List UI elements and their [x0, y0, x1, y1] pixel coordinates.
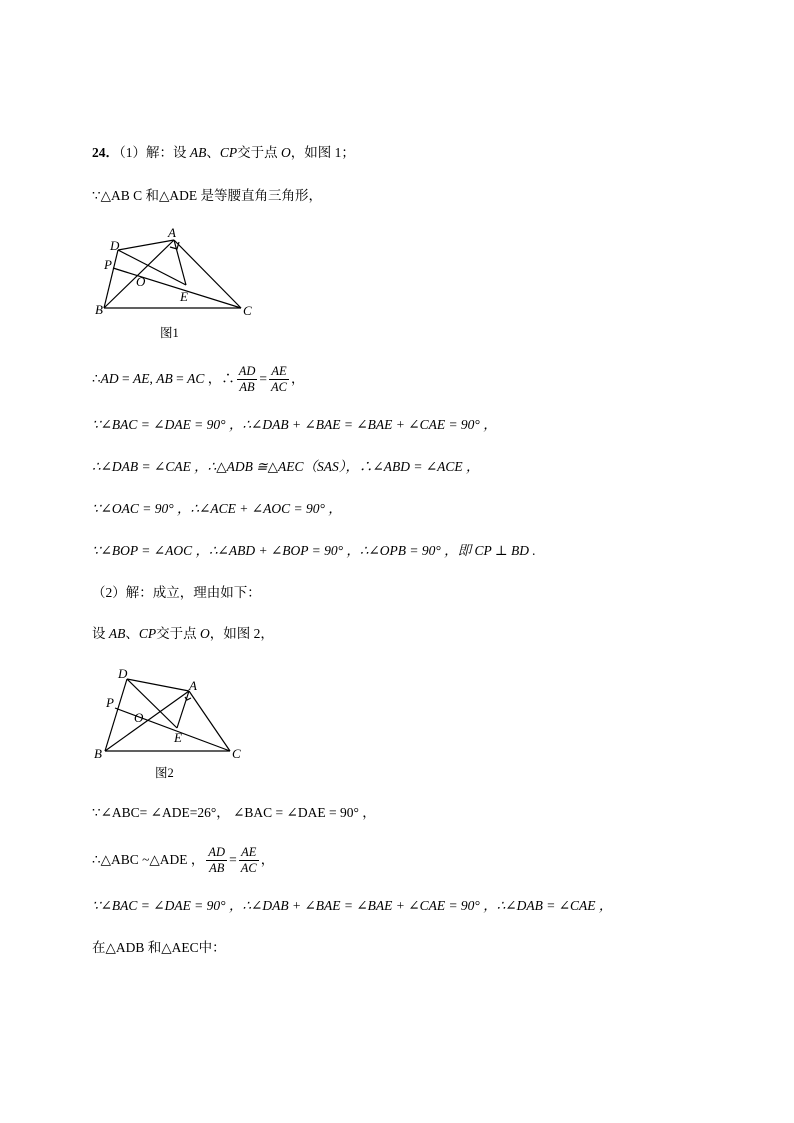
fig2-label-e: E — [174, 730, 182, 745]
intersect-text: 交于点 — [237, 145, 282, 160]
fig1-label-d: D — [110, 238, 120, 253]
term-ae: AE — [132, 371, 150, 386]
similar-text: ∴△ABC ~△ADE ， — [92, 852, 205, 867]
figure-ref: ，如图 1； — [290, 145, 355, 160]
fraction-numerator: AE — [269, 364, 289, 380]
statement-similar — [92, 845, 274, 876]
part2-intro: （2）解：成立，理由如下： — [92, 585, 261, 600]
fraction-numerator: AE — [239, 845, 259, 861]
segment-cp: CP — [219, 145, 238, 160]
term-ac: AC — [187, 371, 205, 386]
fraction-denominator: AB — [209, 861, 225, 876]
fig2-label-o: O — [134, 710, 144, 725]
figure-2 — [90, 664, 250, 759]
setup-text: 设 — [92, 626, 109, 641]
fig1-label-b: B — [95, 302, 103, 317]
statement-isosceles: ∵△AB C 和△ADE 是等腰直角三角形， — [92, 188, 322, 203]
fig1-label-p: P — [104, 257, 112, 272]
fraction-denominator: AC — [240, 861, 257, 876]
fig2-label-c: C — [232, 746, 241, 761]
figure-2-caption: 图2 — [155, 766, 174, 780]
intersect-text: 交于点 — [156, 626, 201, 641]
statement-oac: ∵∠OAC = 90° ，∴∠ACE + ∠AOC = 90° ， — [92, 501, 342, 516]
figure-ref: ，如图 2， — [209, 626, 274, 641]
equals: = — [172, 371, 188, 386]
part1-intro: （1）解：设 — [119, 145, 190, 160]
fig1-label-o: O — [136, 274, 146, 289]
segment-ab: AB — [189, 145, 207, 160]
segment-cp: CP — [138, 626, 157, 641]
statement-right-angles: ∵∠BAC = ∠DAE = 90° ，∴∠DAB + ∠BAE = ∠BAE + ∠CAE = 90° ， — [92, 417, 497, 432]
therefore-symbol: ∴ — [92, 371, 101, 386]
term-ab: AB — [156, 371, 173, 386]
term-ad: AD — [100, 371, 119, 386]
problem-heading — [92, 143, 355, 163]
problem-number: 24． — [92, 145, 119, 160]
equals: = — [259, 371, 268, 386]
statement-equal-sides — [92, 364, 305, 395]
equals: = — [118, 371, 133, 386]
fig1-label-c: C — [243, 303, 252, 318]
fig1-label-a: A — [168, 225, 176, 240]
fraction-numerator: AD — [238, 364, 256, 379]
comma: , — [149, 371, 157, 386]
statement-angle-sum: ∵∠BAC = ∠DAE = 90° ，∴∠DAB + ∠BAE = ∠BAE + ∠CAE = 90° ，∴∠DAB = ∠CAE ， — [92, 898, 613, 913]
fig2-label-b: B — [94, 746, 102, 761]
fraction-denominator: AB — [239, 380, 255, 395]
fraction-ae-ac — [239, 845, 259, 876]
separator: 、 — [125, 626, 139, 641]
fraction-numerator: AD — [208, 845, 226, 860]
statement-in-triangles: 在△ADB 和△AEC中： — [92, 940, 226, 955]
statement-congruent: ∴∠DAB = ∠CAE ，∴△ADB ≅△AEC（SAS），∴∠ABD = ∠ACE ， — [92, 459, 480, 474]
therefore-symbol: ，∴ — [204, 371, 235, 386]
comma: ， — [291, 371, 305, 386]
segment-ab: AB — [108, 626, 126, 641]
statement-perpendicular: ∵∠BOP = ∠AOC ，∴∠ABD + ∠BOP = 90° ，∴∠OPB = 90° ，即 CP ⊥ BD . — [92, 543, 536, 558]
fraction-ae-ac — [269, 364, 289, 395]
comma: ， — [260, 852, 275, 867]
figure-2-diagram — [90, 664, 250, 759]
separator: 、 — [206, 145, 220, 160]
fig1-label-e: E — [180, 289, 188, 304]
fig2-label-d: D — [118, 666, 128, 681]
equals: = — [229, 852, 237, 867]
fig2-label-p: P — [106, 695, 114, 710]
point-o: O — [200, 626, 210, 641]
fraction-ad-ab — [237, 364, 258, 395]
statement-angles-26: ∵∠ABC= ∠ADE=26°， ∠BAC = ∠DAE = 90° ， — [92, 805, 376, 820]
point-o: O — [281, 145, 291, 160]
figure-1-diagram — [90, 225, 260, 320]
fraction-ad-ab — [206, 845, 227, 876]
part2-setup — [92, 624, 274, 644]
fraction-denominator: AC — [271, 380, 288, 395]
figure-1-caption: 图1 — [160, 326, 179, 340]
fig2-label-a: A — [189, 678, 197, 693]
figure-1 — [90, 225, 260, 320]
